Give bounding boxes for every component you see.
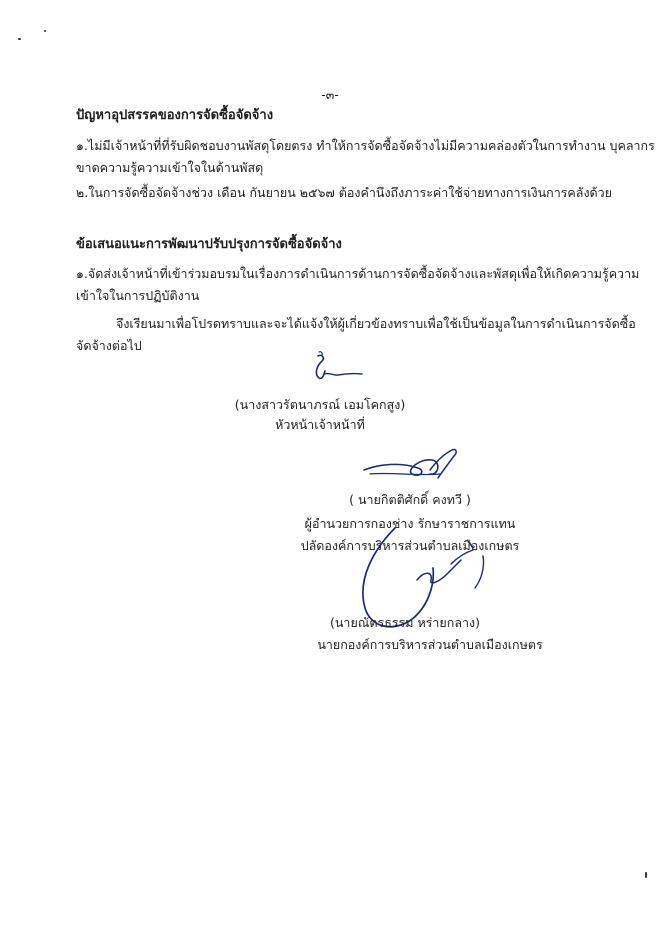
signatory-3-name: (นายณัตรธรรม หร่ายกลาง) <box>330 615 480 630</box>
scan-speck <box>645 872 647 878</box>
scan-speck <box>18 38 21 40</box>
problem-item-2: ๒.ในการจัดซื้อจัดจ้างช่วง เดือน กันยายน ๒๕๖๗ ต้องคำนึงถึงภาระค่าใช้จ่ายทางการเงินการคลังด้วย <box>76 185 613 200</box>
handwritten-signature-2 <box>360 440 470 485</box>
signatory-2-position-line-1: ผู้อำนวยการกองช่าง รักษาราชการแทน <box>304 516 516 531</box>
signatory-1-position: หัวหน้าเจ้าหน้าที่ <box>275 417 365 432</box>
closing-line-1: จึงเรียนมาเพื่อโปรดทราบและจะได้แจ้งให้ผู้เกี่ยวข้องทราบเพื่อใช้เป็นข้อมูลในการดำเนินการจัดซื้อ <box>116 316 636 331</box>
handwritten-signature-1 <box>300 348 370 388</box>
closing-line-2: จัดจ้างต่อไป <box>76 338 142 353</box>
signatory-2-position-line-2: ปลัดองค์การบริหารส่วนตำบลเมืองเกษตร <box>300 538 520 553</box>
problem-item-1-line-1: ๑.ไม่มีเจ้าหน้าที่ที่รับผิดชอบงานพัสดุโดยตรง ทำให้การจัดซื้อจัดจ้างไม่มีความคล่องตัวในการทำงาน บุคลากร <box>76 138 655 153</box>
problem-item-1-line-2: ขาดความรู้ความเข้าใจในด้านพัสดุ <box>76 160 264 175</box>
suggestion-item-1-line-1: ๑.จัดส่งเจ้าหน้าที่เข้าร่วมอบรมในเรื่องการดำเนินการด้านการจัดซื้อจัดจ้างและพัสดุเพื่อให้เกิดความรู้ความ <box>76 266 640 281</box>
page-number: -๓- <box>321 87 339 102</box>
signatory-1-name: (นางสาวรัตนาภรณ์ เอมโคกสูง) <box>234 397 406 412</box>
suggestion-item-1-line-2: เข้าใจในการปฏิบัติงาน <box>76 288 200 303</box>
problems-heading: ปัญหาอุปสรรคของการจัดซื้อจัดจ้าง <box>76 108 274 123</box>
signatory-2-name: ( นายกิตติศักดิ์ คงทวี ) <box>349 492 471 507</box>
scan-speck <box>44 30 46 32</box>
suggestions-heading: ข้อเสนอแนะการพัฒนาปรับปรุงการจัดซื้อจัดจ้าง <box>76 237 342 252</box>
signatory-3-position: นายกองค์การบริหารส่วนตำบลเมืองเกษตร <box>317 637 543 652</box>
